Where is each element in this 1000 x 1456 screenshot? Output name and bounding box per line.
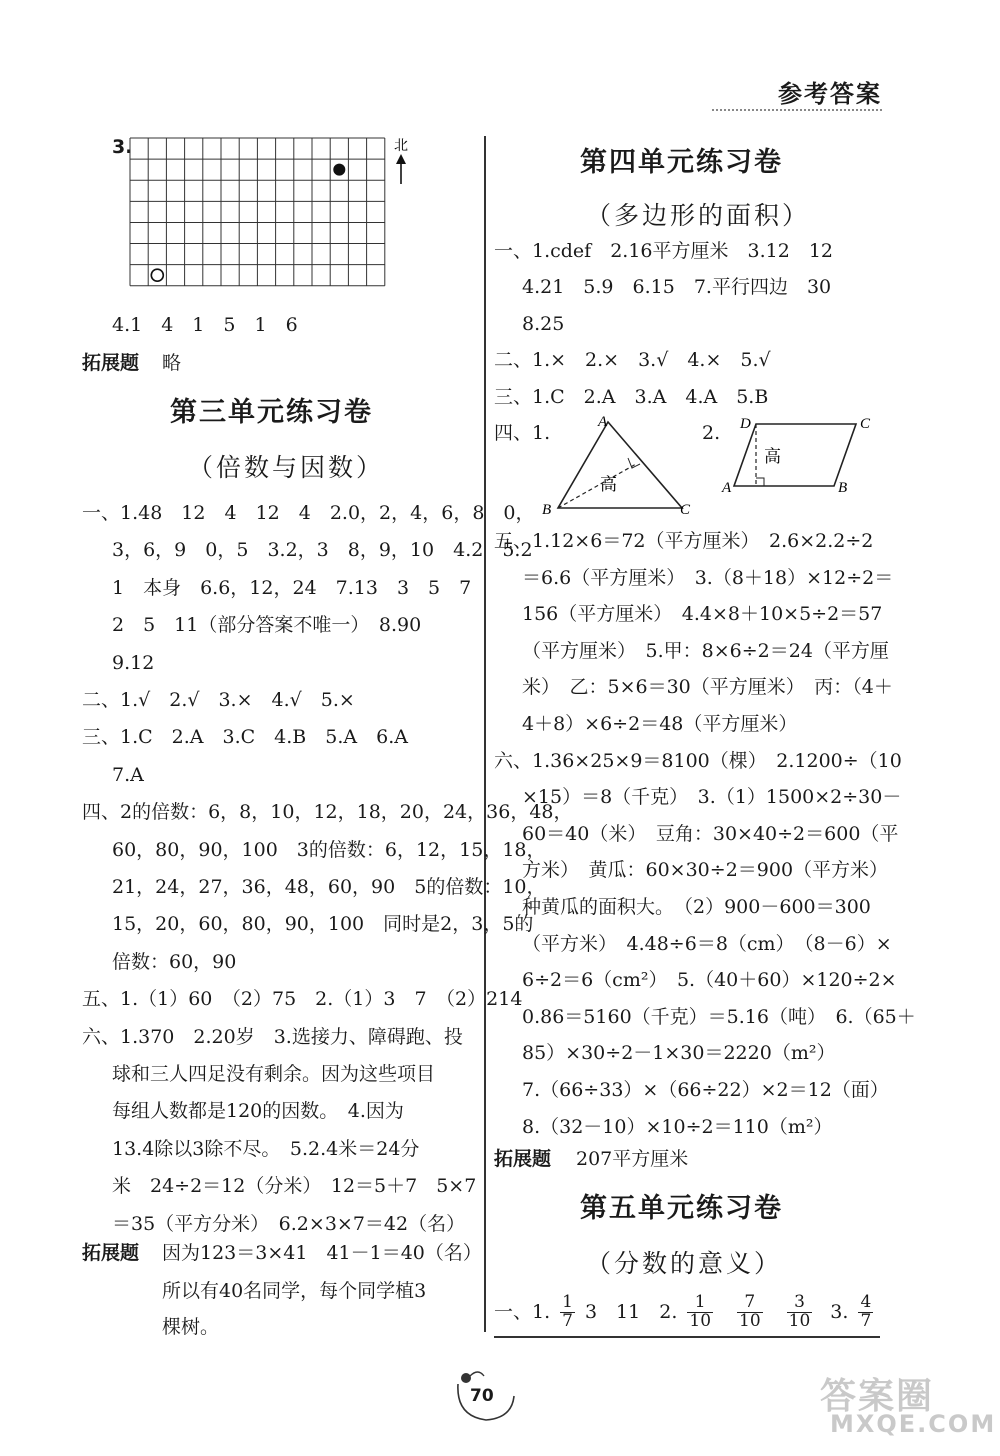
grid-question-label: 3. — [112, 136, 133, 158]
page-number: 70 — [470, 1386, 494, 1406]
triangle-shape — [558, 422, 682, 508]
answer-line: 4＋8）×6÷2＝48（平方厘米） — [522, 713, 798, 735]
answer-line: 二、1.√ 2.√ 3.× 4.√ 5.× — [82, 689, 355, 711]
answer-line: 四、2的倍数：6，8，10，12，18，20，24，36，48， — [82, 801, 573, 824]
par-label-b: B — [838, 480, 848, 496]
watermark-url: MXQE.COM — [830, 1410, 997, 1438]
answer-line: 倍数：60，90 — [112, 950, 237, 973]
answer-line: ＝35（平方分米） 6.2×3×7＝42（名） — [112, 1212, 466, 1235]
answer-line: 7.A — [112, 763, 144, 786]
extension2-label: 拓展题 — [82, 1242, 140, 1264]
answer-line: 7.（66÷33）×（66÷22）×2＝12（面） — [522, 1079, 889, 1101]
right-angle-mark — [756, 478, 764, 486]
answer-line: 一、1.cdef 2.16平方厘米 3.12 12 — [494, 240, 833, 262]
answer-line: 三、1.C 2.A 3.C 4.B 5.A 6.A — [82, 726, 408, 749]
par-label-d: D — [740, 416, 751, 432]
fraction: $\frac{3}{10}$ — [788, 1292, 811, 1331]
answer-line: 8.25 — [522, 312, 565, 335]
q1-mid: 3 11 2. — [584, 1300, 678, 1323]
tri-label-a: A — [598, 414, 608, 430]
fraction: $\frac{1}{10}$ — [689, 1292, 712, 1331]
answer-line: ×15）＝8（千克） 3.（1）1500×2÷30－ — [522, 786, 902, 809]
unit4-extension-label: 拓展题 — [494, 1148, 552, 1170]
answer-line: 13.4除以3除不尽。 5.2.4米＝24分 — [112, 1137, 420, 1160]
answer-line: 方米） 黄瓜：60×30÷2＝900（平方米） — [522, 859, 889, 882]
fraction: $\frac{4}{7}$ — [860, 1292, 872, 1331]
unit5-q1 — [494, 1294, 873, 1331]
extension2-line: 因为123＝3×41 41－1＝40（名） — [162, 1242, 482, 1264]
answer-line: 六、1.36×25×9＝8100（棵） 2.1200÷（10 — [494, 749, 902, 772]
extension2-line: 所以有40名同学，每个同学植3 — [162, 1280, 427, 1302]
answer-line: 米 24÷2＝12（分米） 12＝5＋7 5×7 — [112, 1175, 477, 1198]
answer-line: 60＝40（米） 豆角：30×40÷2＝600（平 — [522, 822, 899, 845]
answer-line: 五、1.12×6＝72（平方厘米） 2.6×2.2÷2 — [494, 530, 874, 552]
unit4-subtitle: （多边形的面积） — [586, 201, 811, 230]
answer-line: 15，20，60，80，90，100 同时是2，3，5的 — [112, 913, 534, 936]
answer-line: 每组人数都是120的因数。 4.因为 — [112, 1100, 404, 1123]
tri-label-height: 高 — [600, 475, 617, 495]
answer-line: 6÷2＝6（cm²） 5.（40＋60）×120÷2× — [522, 969, 897, 992]
answer-line: 五、1.（1）60 （2）75 2.（1）3 7 （2）214 — [82, 988, 523, 1011]
fraction: $\frac{1}{7}$ — [562, 1292, 573, 1331]
answer-line: 球和三人四足没有剩余。因为这些项目 — [112, 1063, 436, 1085]
par-label-c: C — [860, 416, 871, 432]
answer-line: 85）×30÷2－1×30＝2220（m²） — [522, 1042, 836, 1065]
answer-line: 4.21 5.9 6.15 7.平行四边 30 — [522, 276, 832, 299]
extension2-line: 棵树。 — [162, 1316, 220, 1338]
par-label-height: 高 — [764, 447, 781, 467]
open-dot — [151, 269, 163, 281]
header-title: 参考答案 — [778, 80, 882, 108]
answer-line: ＝6.6（平方厘米） 3.（8＋18）×12÷2＝ — [522, 566, 894, 589]
header-rule — [712, 106, 882, 111]
right-angle-mark — [628, 458, 640, 468]
parallelogram-diagram — [720, 412, 880, 498]
tri-label-c: C — [680, 502, 691, 518]
answer-line: 米） 乙：5×6＝30（平方厘米） 丙：（4＋ — [522, 676, 893, 699]
q4-answer: 4.1 4 1 5 1 6 — [112, 314, 298, 336]
answer-line: 1 本身 6.6，12，24 7.13 3 5 7 — [112, 576, 472, 599]
filled-dot — [333, 164, 345, 176]
fraction: $\frac{7}{10}$ — [739, 1292, 761, 1331]
answer-line: 0.86＝5160（千克）＝5.16（吨） 6.（65＋ — [522, 1005, 916, 1028]
column-divider — [484, 136, 486, 1332]
answer-line: （平方厘米） 5.甲：8×6÷2＝24（平方厘 — [522, 639, 889, 662]
tri-label-b: B — [542, 502, 552, 518]
answer-line: 21，24，27，36，48，60，90 5的倍数：10， — [112, 876, 546, 898]
watermark-logo: 答案圈 — [820, 1376, 935, 1417]
bottom-rule — [494, 1336, 880, 1338]
diagram-label-1: 四、1. — [494, 422, 551, 444]
extension-label: 拓展题 — [82, 352, 140, 374]
answer-line: 一、1.48 12 4 12 4 2.0，2，4，6，8 0， — [82, 502, 535, 524]
answer-line: 2 5 11（部分答案不唯一） 8.90 — [112, 614, 422, 637]
answer-line: 8.（32－10）×10÷2＝110（m²） — [522, 1115, 833, 1138]
unit4-title: 第四单元练习卷 — [580, 147, 783, 178]
unit3-subtitle: （倍数与因数） — [188, 453, 385, 482]
answer-line: 六、1.370 2.20岁 3.选接力、障碍跑、投 — [82, 1025, 463, 1048]
answer-line: 种黄瓜的面积大。 （2）900－600＝300 — [522, 896, 871, 918]
answer-line: 60，80，90，100 3的倍数：6，12，15，18， — [112, 838, 546, 861]
unit5-title: 第五单元练习卷 — [580, 1193, 783, 1224]
coordinate-grid — [128, 136, 412, 296]
answer-line: 3，6，9 0，5 3.2，3 8，9，10 4.2 5.2 — [112, 539, 533, 562]
unit5-subtitle: （分数的意义） — [586, 1249, 783, 1278]
answer-line: 二、1.× 2.× 3.√ 4.× 5.√ — [494, 349, 771, 372]
answer-line: 三、1.C 2.A 3.A 4.A 5.B — [494, 385, 769, 408]
answer-line: 9.12 — [112, 651, 155, 674]
answer-line: （平方米） 4.48÷6＝8（cm） （8－6）× — [522, 932, 892, 955]
parallelogram-shape — [734, 424, 856, 486]
q3-label: 3. — [830, 1300, 849, 1323]
unit3-title: 第三单元练习卷 — [170, 397, 373, 428]
unit4-extension-text: 207平方厘米 — [576, 1148, 689, 1170]
triangle-height — [558, 464, 636, 508]
north-label: 北 — [394, 138, 408, 154]
q1-prefix: 一、1. — [494, 1300, 551, 1323]
north-arrow-head — [396, 154, 406, 164]
par-label-a: A — [722, 480, 732, 496]
triangle-diagram — [536, 414, 696, 518]
diagram-label-2: 2. — [702, 422, 721, 444]
extension-text: 略 — [162, 352, 182, 374]
answer-line: 156（平方厘米） 4.4×8＋10×5÷2＝57 — [522, 603, 883, 626]
